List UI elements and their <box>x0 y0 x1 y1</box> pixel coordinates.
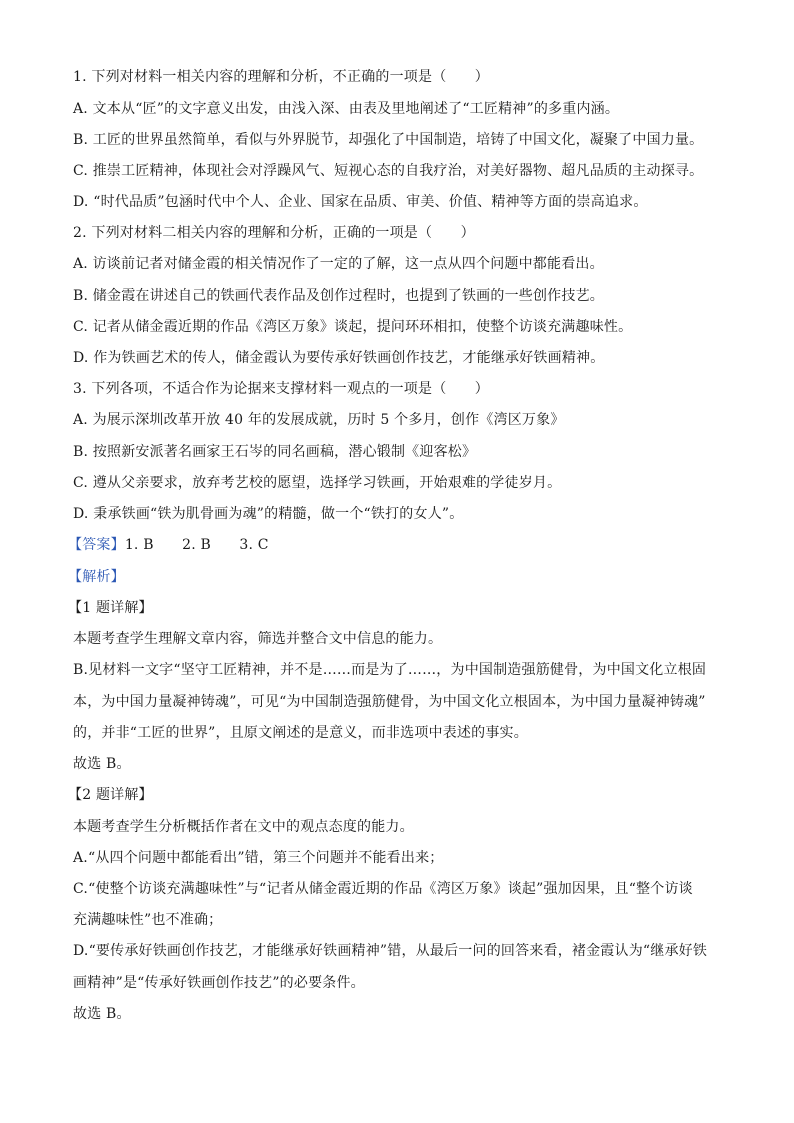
q1-stem: 1. 下列对材料一相关内容的理解和分析，不正确的一项是（ ） <box>73 69 490 85</box>
analysis-label: 【解析】 <box>68 569 125 585</box>
detail1-line: 本，为中国力量凝神铸魂”，可见“为中国制造强筋健骨，为中国文化立根固本，为中国力量凝神铸魂” <box>73 694 706 710</box>
answer-line <box>68 534 269 554</box>
q2-option-d: D. 作为铁画艺术的传人，储金霞认为要传承好铁画创作技艺，才能继承好铁画精神。 <box>73 350 605 366</box>
detail2-heading: 【2 题详解】 <box>68 787 153 803</box>
q3-option-b: B. 按照新安派著名画家王石岑的同名画稿，潜心锻制《迎客松》 <box>73 444 477 460</box>
q3-stem: 3. 下列各项，不适合作为论据来支撑材料一观点的一项是（ ） <box>73 381 490 397</box>
answer-label: 【答案】 <box>68 537 125 553</box>
answer-text: 1. B 2. B 3. C <box>124 537 269 553</box>
q2-option-a: A. 访谈前记者对储金霞的相关情况作了一定的了解，这一点从四个问题中都能看出。 <box>73 256 604 272</box>
detail1-line: 故选 B。 <box>73 756 131 772</box>
q1-option-a: A. 文本从“匠”的文字意义出发，由浅入深、由表及里地阐述了“工匠精神”的多重内涵。 <box>73 101 620 117</box>
q1-option-d: D. “时代品质”包涵时代中个人、企业、国家在品质、审美、价值、精神等方面的崇高追求。 <box>73 194 648 210</box>
detail1-line: B.见材料一文字“坚守工匠精神，并不是……而是为了……，为中国制造强筋健骨，为中国文化立根固 <box>73 662 707 678</box>
detail1-line: 本题考查学生理解文章内容，筛选并整合文中信息的能力。 <box>73 631 443 647</box>
detail1-line: 的，并非“工匠的世界”，且原文阐述的是意义，而非选项中表述的事实。 <box>73 725 528 741</box>
q2-option-b: B. 储金霞在讲述自己的铁画代表作品及创作过程时，也提到了铁画的一些创作技艺。 <box>73 288 604 304</box>
detail2-line: 充满趣味性”也不准确； <box>73 912 223 928</box>
detail2-line: 本题考查学生分析概括作者在文中的观点态度的能力。 <box>73 819 414 835</box>
detail2-line: 画精神”是“传承好铁画创作技艺”的必要条件。 <box>73 975 365 991</box>
detail2-line: 故选 B。 <box>73 1006 131 1022</box>
q1-option-b: B. 工匠的世界虽然简单，看似与外界脱节，却强化了中国制造，培铸了中国文化，凝聚了中国力量。 <box>73 132 704 148</box>
detail2-line: D.“要传承好铁画创作技艺，才能继承好铁画精神”错，从最后一问的回答来看，褚金霞认为“继承好铁 <box>73 943 708 959</box>
q1-option-c: C. 推崇工匠精神，体现社会对浮躁风气、短视心态的自我疗治，对美好器物、超凡品质的主动探寻。 <box>73 163 704 179</box>
q2-option-c: C. 记者从储金霞近期的作品《湾区万象》谈起，提问环环相扣，使整个访谈充满趣味性。 <box>73 319 633 335</box>
detail1-heading: 【1 题详解】 <box>68 600 153 616</box>
detail2-line: A.“从四个问题中都能看出”错，第三个问题并不能看出来； <box>73 850 444 866</box>
q3-option-c: C. 遵从父亲要求，放弃考艺校的愿望，选择学习铁画，开始艰难的学徒岁月。 <box>73 475 562 491</box>
q2-stem: 2. 下列对材料二相关内容的理解和分析，正确的一项是（ ） <box>73 225 475 241</box>
q3-option-d: D. 秉承铁画“铁为肌骨画为魂”的精髓，做一个“铁打的女人”。 <box>73 506 464 522</box>
detail2-line: C.“使整个访谈充满趣味性”与“记者从储金霞近期的作品《湾区万象》谈起”强加因果，且“整个访谈 <box>73 881 693 897</box>
q3-option-a: A. 为展示深圳改革开放 40 年的发展成就，历时 5 个多月，创作《湾区万象》 <box>73 412 565 428</box>
